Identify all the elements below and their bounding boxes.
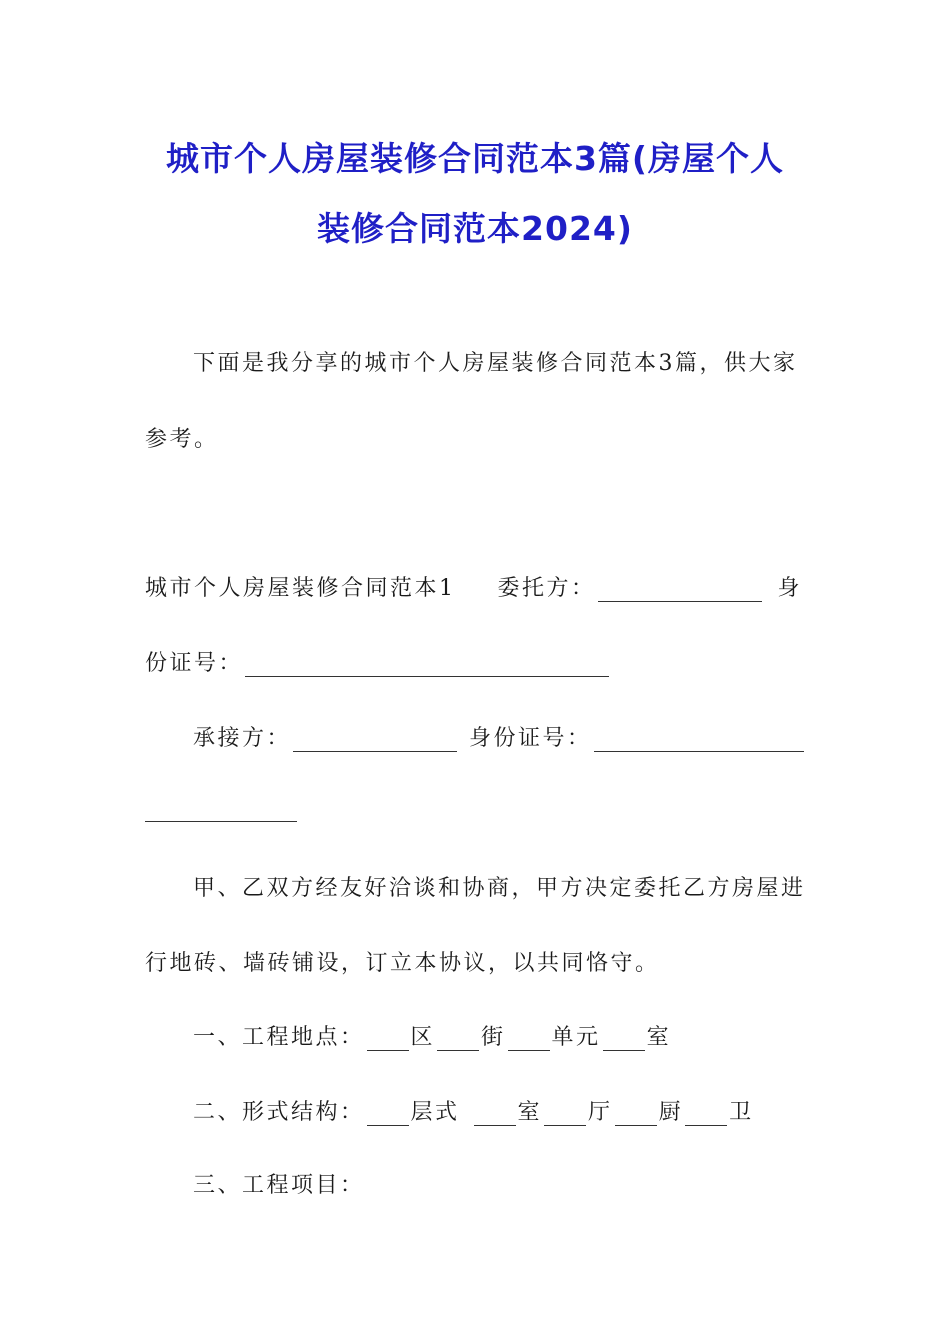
item-project-items: 三、工程项目：	[193, 1173, 365, 1198]
document-title-line-1: 城市个人房屋装修合同范本3篇(房屋个人	[165, 139, 785, 178]
floor-blank[interactable]	[367, 1103, 409, 1126]
bath-label: 卫	[729, 1100, 754, 1125]
contractor-id-continuation	[145, 797, 299, 822]
item-project-location	[193, 1020, 671, 1051]
room-label: 室	[646, 1025, 672, 1050]
hall-label: 厅	[588, 1100, 613, 1125]
intro-line-1: 下面是我分享的城市个人房屋装修合同范本3篇，供大家	[193, 351, 798, 376]
kitchen-blank[interactable]	[615, 1103, 657, 1126]
intro-line-2: 参考。	[145, 427, 219, 452]
contractor-id-label: 身份证号：	[469, 726, 592, 751]
contractor-line	[193, 721, 806, 752]
contractor-id-blank-continued[interactable]	[145, 799, 297, 822]
hall-blank[interactable]	[544, 1103, 586, 1126]
bath-blank[interactable]	[685, 1103, 727, 1126]
unit-blank[interactable]	[508, 1028, 550, 1051]
room-blank[interactable]	[603, 1028, 645, 1051]
rooms-blank[interactable]	[474, 1103, 516, 1126]
contractor-id-blank[interactable]	[594, 729, 804, 752]
contractor-blank[interactable]	[293, 729, 457, 752]
item-structure	[193, 1095, 754, 1126]
street-label: 街	[481, 1025, 506, 1050]
client-id-line	[145, 646, 611, 677]
para1-line-1: 甲、乙双方经友好洽谈和协商，甲方决定委托乙方房屋进	[193, 876, 806, 901]
district-blank[interactable]	[367, 1028, 409, 1051]
item2-label: 二、形式结构：	[193, 1100, 365, 1125]
item1-label: 一、工程地点：	[193, 1025, 365, 1050]
floor-label: 层式	[410, 1100, 460, 1125]
street-blank[interactable]	[437, 1028, 479, 1051]
contractor-label: 承接方：	[193, 726, 292, 751]
client-blank[interactable]	[598, 579, 762, 602]
district-label: 区	[410, 1025, 436, 1050]
client-label: 委托方：	[497, 576, 596, 601]
rooms-label: 室	[517, 1100, 543, 1125]
client-id-label-part2: 份证号：	[145, 651, 244, 676]
kitchen-label: 厨	[658, 1100, 684, 1125]
document-title-line-2: 装修合同范本2024)	[317, 209, 633, 248]
unit-label: 单元	[551, 1025, 601, 1050]
client-id-blank[interactable]	[245, 654, 609, 677]
contract-heading: 城市个人房屋装修合同范本1	[145, 576, 456, 601]
client-id-label-part1: 身	[777, 576, 803, 601]
para1-line-2: 行地砖、墙砖铺设，订立本协议，以共同恪守。	[145, 951, 660, 976]
contract-heading-line	[145, 571, 802, 602]
